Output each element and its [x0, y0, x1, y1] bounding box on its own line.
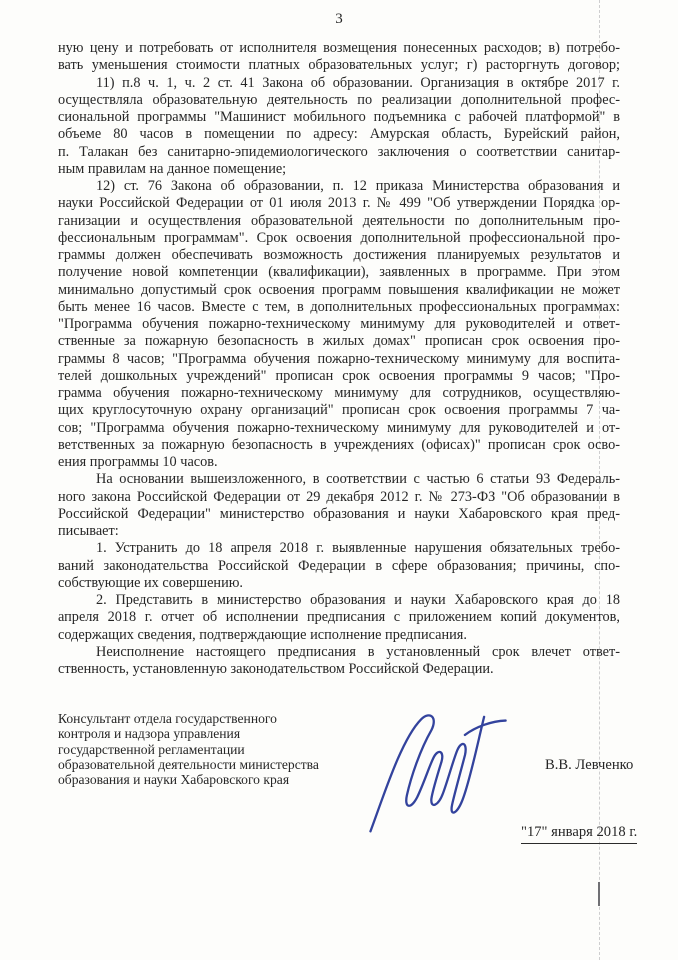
- paragraph: [58, 178, 620, 471]
- paragraph: [58, 40, 620, 75]
- body-line: вать уменьшения стоимости платных образовательных услуг; г) расторгнуть договор;: [58, 57, 620, 74]
- signer-position-line: образования и науки Хабаровского края: [58, 772, 290, 788]
- body-line: 2. Представить в министерство образования и науки Хабаровского края до 18: [96, 592, 620, 608]
- body-line: ганизации и осуществления образовательной деятельности по дополнительным про-: [58, 212, 620, 229]
- body-line: щих круглосуточную охрану организаций" прописан срок освоения программы 7 ча-: [58, 402, 620, 419]
- body-line: писывает:: [58, 523, 119, 539]
- body-line: грамма обучения пожарно-техническому минимуму для сотрудников, осуществляю-: [58, 385, 620, 401]
- paragraph: [58, 592, 620, 644]
- body-line: 11) п.8 ч. 1, ч. 2 ст. 41 Закона об образовании. Организация в октябре 2017 г.: [96, 74, 620, 91]
- body-line: ным правилам на данное помещение;: [58, 160, 287, 177]
- body-line: науки Российской Федерации от 01 июля 2013 г. № 499 "Об утверждении Порядка ор-: [58, 195, 620, 212]
- body-line: "Программа обучения пожарно-техническому минимуму для руководителей и ответ-: [58, 316, 620, 332]
- body-line: собствующие их совершению.: [58, 574, 243, 591]
- body-line: Неисполнение настоящего предписания в установленный срок влечет ответ-: [96, 643, 620, 660]
- paragraph: [58, 644, 620, 679]
- body-line: сиональной программы "Машинист мобильного подъемника с рабочей платформой" в: [58, 109, 620, 125]
- body-line: осуществляла образовательную деятельность по реализации дополнительной профес-: [58, 91, 620, 108]
- body-line: граммы 8 часов; "Программа обучения пожарно-техническому минимуму для воспита-: [58, 350, 620, 367]
- body-line: ветственных за пожарную безопасность в учреждениях (офисах)" прописан срок осво-: [58, 436, 620, 453]
- body-line: телей дошкольных учреждений" прописан срок освоения программы 9 часов; "Про-: [58, 367, 620, 384]
- body-line: ную цену и потребовать от исполнителя возмещения понесенных расходов; в) потребо-: [58, 40, 620, 56]
- body-line: ственные за пожарную безопасность в жилых домах" прописан срок освоения про-: [58, 333, 620, 350]
- paragraph: [58, 540, 620, 592]
- body-line: объеме 80 часов в помещении по адресу: Амурская область, Бурейский район,: [58, 126, 620, 143]
- body-line: сов; "Программа обучения пожарно-техническому минимуму для руководителей и от-: [58, 419, 620, 436]
- body-line: 1. Устранить до 18 апреля 2018 г. выявленные нарушения обязательных требо-: [96, 540, 620, 557]
- body-line: граммы должен обеспечивать возможность достижения планируемых результатов и: [58, 247, 620, 263]
- body-line: фессиональным программам". Срок освоения дополнительной профессиональной про-: [58, 229, 620, 246]
- body-line: 12) ст. 76 Закона об образовании, п. 12 приказа Министерства образования и: [96, 178, 620, 194]
- body-line: минимально допустимый срок освоения программ повышения квалификации не может: [58, 281, 620, 298]
- page-number: 3: [335, 11, 343, 27]
- body-line: ного закона Российской Федерации от 29 декабря 2012 г. № 273-ФЗ "Об образовании в: [58, 488, 620, 505]
- body-line: быть менее 16 часов. Вместе с тем, в дополнительных профессиональных программах:: [58, 298, 620, 315]
- signer-position-line: образовательной деятельности министерства: [58, 756, 319, 772]
- signer-position-line: Консультант отдела государственного: [58, 711, 277, 726]
- signer-name: В.В. Левченко: [545, 757, 634, 773]
- body-line: ения программы 10 часов.: [58, 454, 218, 470]
- signer-position-title: [58, 711, 358, 787]
- body-line: ственность, установленную законодательством Российской Федерации.: [58, 661, 494, 677]
- body-line: На основании вышеизложенного, в соответствии с частью 6 статьи 93 Федераль-: [96, 471, 620, 488]
- body-line: ваний законодательства Российской Федерации в сфере образования; причины, спо-: [58, 557, 620, 574]
- body-line: содержащих сведения, подтверждающие исполнение предписания.: [58, 626, 467, 643]
- paragraph: [58, 75, 620, 179]
- body-line: п. Талакан без санитарно-эпидемиологического заключения о соответствии санитар-: [58, 143, 620, 160]
- document-body: [58, 40, 620, 678]
- handwritten-signature: [345, 687, 529, 844]
- signer-position-line: контроля и надзора управления: [58, 726, 241, 742]
- paragraph: [58, 471, 620, 540]
- document-date: "17" января 2018 г.: [521, 824, 637, 844]
- signer-position-line: государственной регламентации: [58, 741, 245, 757]
- fold-mark: [598, 882, 600, 906]
- body-line: Российской Федерации" министерство образования и науки Хабаровского края пред-: [58, 505, 620, 522]
- body-line: апреля 2018 г. отчет об исполнении предписания с приложением копий документов,: [58, 609, 620, 626]
- body-line: получение новой компетенции (квалификации), заявленных в программе. При этом: [58, 264, 620, 281]
